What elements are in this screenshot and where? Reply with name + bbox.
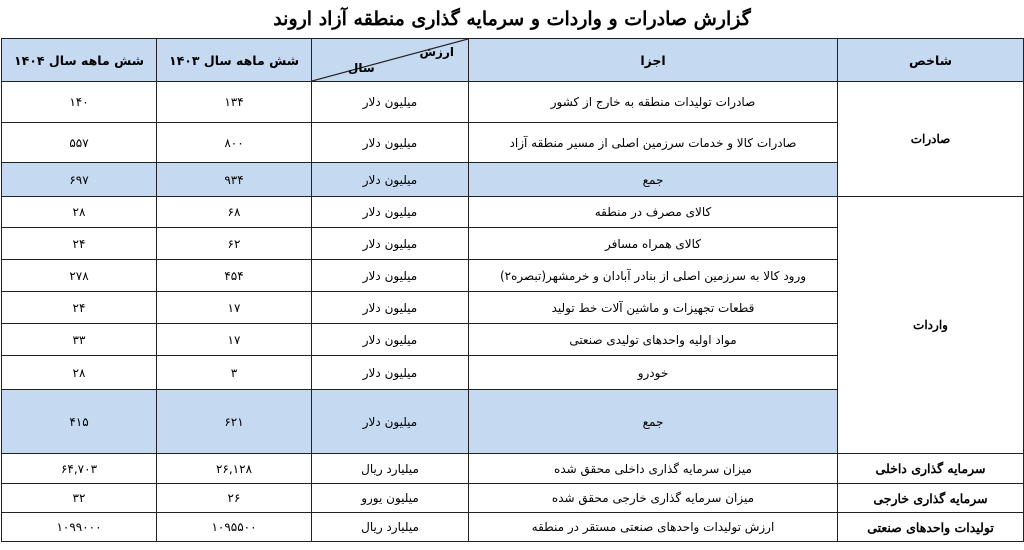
table-row <box>2 454 1024 484</box>
unit-cell: میلیون دلار <box>312 292 469 324</box>
value-1404-cell: ۳۲ <box>2 484 157 513</box>
header-component: اجزا <box>469 39 838 82</box>
unit-cell: میلیون یورو <box>312 484 469 513</box>
value-1403-cell: ۲۶,۱۲۸ <box>157 454 312 484</box>
value-1404-cell: ۲۸ <box>2 197 157 228</box>
report-table <box>1 38 1024 542</box>
unit-cell: میلیون دلار <box>312 123 469 163</box>
component-cell: قطعات تجهیزات و ماشین آلات خط تولید <box>469 292 838 324</box>
value-1404-cell: ۲۴ <box>2 292 157 324</box>
unit-cell: میلیارد ریال <box>312 454 469 484</box>
unit-cell: میلیون دلار <box>312 163 469 197</box>
indicator-industrial-production: تولیدات واحدهای صنعتی <box>838 513 1024 542</box>
value-1403-cell: ۲۶ <box>157 484 312 513</box>
value-1403-cell: ۴۵۴ <box>157 260 312 292</box>
component-cell: کالای مصرف در منطقه <box>469 197 838 228</box>
indicator-exports: صادرات <box>838 82 1024 197</box>
header-year-label: سال <box>348 61 375 75</box>
unit-cell: میلیون دلار <box>312 260 469 292</box>
indicator-imports: واردات <box>838 197 1024 454</box>
value-1403-cell: ۱۷ <box>157 292 312 324</box>
unit-cell: میلیون دلار <box>312 82 469 123</box>
value-1403-cell: ۳ <box>157 356 312 390</box>
value-1404-cell: ۲۴ <box>2 228 157 260</box>
component-cell: ارزش تولیدات واحدهای صنعتی مستقر در منطقه <box>469 513 838 542</box>
component-cell: صادرات تولیدات منطقه به خارج از کشور <box>469 82 838 123</box>
unit-cell: میلیون دلار <box>312 390 469 454</box>
value-1403-cell: ۱۰۹۵۵۰۰ <box>157 513 312 542</box>
table-row <box>2 484 1024 513</box>
indicator-foreign-investment: سرمایه گذاری خارجی <box>838 484 1024 513</box>
value-1404-cell: ۱۴۰ <box>2 82 157 123</box>
value-1403-cell: ۶۸ <box>157 197 312 228</box>
value-1404-cell: ۲۷۸ <box>2 260 157 292</box>
table-row <box>2 513 1024 542</box>
table-row <box>2 82 1024 123</box>
header-period-1404: شش ماهه سال ۱۴۰۴ <box>2 39 157 82</box>
component-cell: ورود کالا به سرزمین اصلی از بنادر آبادان و خرمشهر(تبصره۲) <box>469 260 838 292</box>
value-1403-cell: ۱۷ <box>157 324 312 356</box>
header-value-year <box>312 39 469 82</box>
value-1403-cell: ۶۲۱ <box>157 390 312 454</box>
value-1404-cell: ۵۵۷ <box>2 123 157 163</box>
header-value-label: ارزش <box>419 45 454 59</box>
unit-cell: میلیون دلار <box>312 228 469 260</box>
value-1403-cell: ۹۳۴ <box>157 163 312 197</box>
value-1403-cell: ۸۰۰ <box>157 123 312 163</box>
unit-cell: میلیون دلار <box>312 324 469 356</box>
value-1404-cell: ۲۸ <box>2 356 157 390</box>
value-1404-cell: ۴۱۵ <box>2 390 157 454</box>
indicator-domestic-investment: سرمایه گذاری داخلی <box>838 454 1024 484</box>
component-cell: میزان سرمایه گذاری داخلی محقق شده <box>469 454 838 484</box>
component-cell: مواد اولیه واحدهای تولیدی صنعتی <box>469 324 838 356</box>
component-cell: صادرات کالا و خدمات سرزمین اصلی از مسیر منطقه آزاد <box>469 123 838 163</box>
header-period-1403: شش ماهه سال ۱۴۰۳ <box>157 39 312 82</box>
value-1404-cell: ۶۹۷ <box>2 163 157 197</box>
unit-cell: میلیارد ریال <box>312 513 469 542</box>
component-cell-sum: جمع <box>469 163 838 197</box>
header-row <box>2 39 1024 82</box>
value-1403-cell: ۶۲ <box>157 228 312 260</box>
report-title: گزارش صادرات و واردات و سرمایه گذاری منطقه آزاد اروند <box>273 8 751 30</box>
component-cell: کالای همراه مسافر <box>469 228 838 260</box>
component-cell: میزان سرمایه گذاری خارجی محقق شده <box>469 484 838 513</box>
unit-cell: میلیون دلار <box>312 197 469 228</box>
component-cell-sum: جمع <box>469 390 838 454</box>
table-row <box>2 197 1024 228</box>
value-1404-cell: ۳۳ <box>2 324 157 356</box>
unit-cell: میلیون دلار <box>312 356 469 390</box>
value-1404-cell: ۱۰۹۹۰۰۰ <box>2 513 157 542</box>
header-indicator: شاخص <box>838 39 1024 82</box>
component-cell: خودرو <box>469 356 838 390</box>
value-1403-cell: ۱۳۴ <box>157 82 312 123</box>
value-1404-cell: ۶۴,۷۰۳ <box>2 454 157 484</box>
